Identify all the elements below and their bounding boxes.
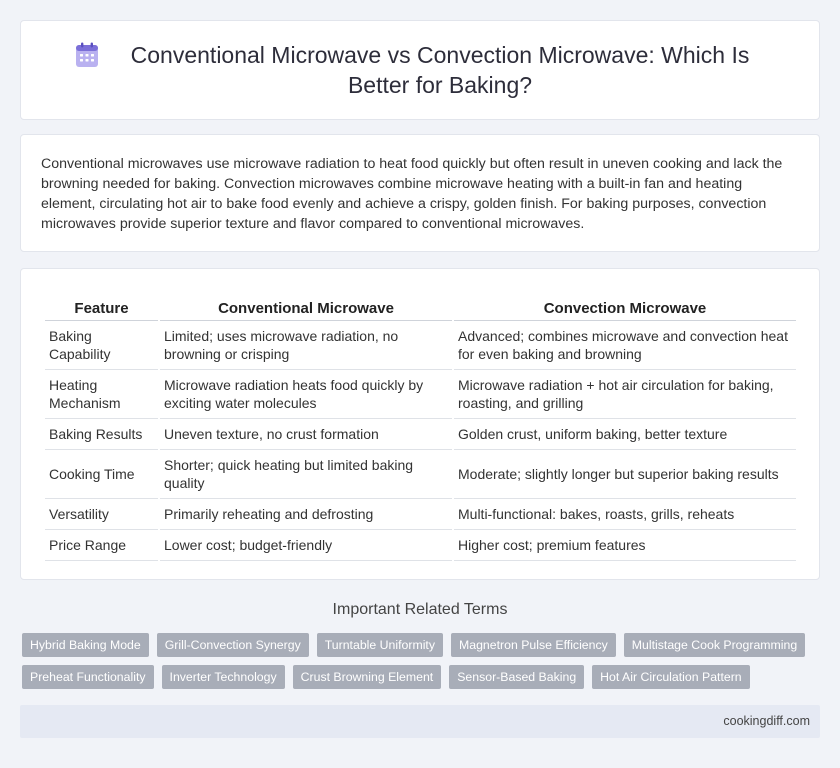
feature-cell: Cooking Time: [45, 450, 158, 499]
page-title: Conventional Microwave vs Convection Microwave: Which Is Better for Baking?: [130, 42, 750, 98]
tag-row: [22, 633, 822, 657]
convection-cell: Microwave radiation + hot air circulation for baking, roasting, and grilling: [454, 370, 796, 419]
table-header-row: [45, 293, 796, 321]
conventional-cell: Uneven texture, no crust formation: [160, 419, 452, 450]
conventional-cell: Microwave radiation heats food quickly by exciting water molecules: [160, 370, 452, 419]
feature-cell: Baking Results: [45, 419, 158, 450]
conventional-cell: Lower cost; budget-friendly: [160, 530, 452, 561]
intro-card: [20, 134, 820, 252]
convection-cell: Golden crust, uniform baking, better texture: [454, 419, 796, 450]
tag-link[interactable]: Crust Browning Element: [293, 665, 442, 689]
conventional-cell: Limited; uses microwave radiation, no browning or crisping: [160, 321, 452, 370]
tag-link[interactable]: Hot Air Circulation Pattern: [592, 665, 749, 689]
feature-cell: Heating Mechanism: [45, 370, 158, 419]
related-terms-title: Important Related Terms: [332, 601, 508, 618]
related-terms-tags: [22, 633, 822, 697]
convection-cell: Moderate; slightly longer but superior baking results: [454, 450, 796, 499]
convection-cell: Higher cost; premium features: [454, 530, 796, 561]
comparison-card: [20, 268, 820, 580]
tag-link[interactable]: Sensor-Based Baking: [449, 665, 584, 689]
conventional-cell: Shorter; quick heating but limited baking quality: [160, 450, 452, 499]
tag-link[interactable]: Hybrid Baking Mode: [22, 633, 149, 657]
footer: [20, 705, 820, 738]
table-row: [45, 530, 796, 561]
intro-paragraph: Conventional microwaves use microwave radiation to heat food quickly but often result in uneven cooking and lack the browning needed for baking. Convection microwaves combine microwave heating with a built-in fan and heating element, circulating hot air to bake food evenly and achieve a crispy, golden finish. For baking purposes, convection microwaves provide superior texture and flavor compared to conventional microwaves.: [41, 156, 783, 232]
feature-cell: Versatility: [45, 499, 158, 530]
tag-link[interactable]: Grill-Convection Synergy: [157, 633, 309, 657]
tag-link[interactable]: Magnetron Pulse Efficiency: [451, 633, 616, 657]
tag-link[interactable]: Turntable Uniformity: [317, 633, 443, 657]
table-row: [45, 370, 796, 419]
tag-row: [22, 665, 822, 689]
comparison-table: [43, 293, 798, 561]
tag-link[interactable]: Inverter Technology: [162, 665, 285, 689]
feature-cell: Baking Capability: [45, 321, 158, 370]
table-row: [45, 419, 796, 450]
feature-cell: Price Range: [45, 530, 158, 561]
header-conventional: Conventional Microwave: [160, 293, 452, 321]
convection-cell: Multi-functional: bakes, roasts, grills, reheats: [454, 499, 796, 530]
table-row: [45, 450, 796, 499]
calendar-icon: [75, 42, 99, 68]
header-feature: Feature: [45, 293, 158, 321]
tag-link[interactable]: Multistage Cook Programming: [624, 633, 805, 657]
footer-site-link[interactable]: cookingdiff.com: [723, 714, 810, 728]
tag-link[interactable]: Preheat Functionality: [22, 665, 154, 689]
table-row: [45, 499, 796, 530]
conventional-cell: Primarily reheating and defrosting: [160, 499, 452, 530]
table-row: [45, 321, 796, 370]
title-card: [20, 20, 820, 120]
header-convection: Convection Microwave: [454, 293, 796, 321]
convection-cell: Advanced; combines microwave and convection heat for even baking and browning: [454, 321, 796, 370]
